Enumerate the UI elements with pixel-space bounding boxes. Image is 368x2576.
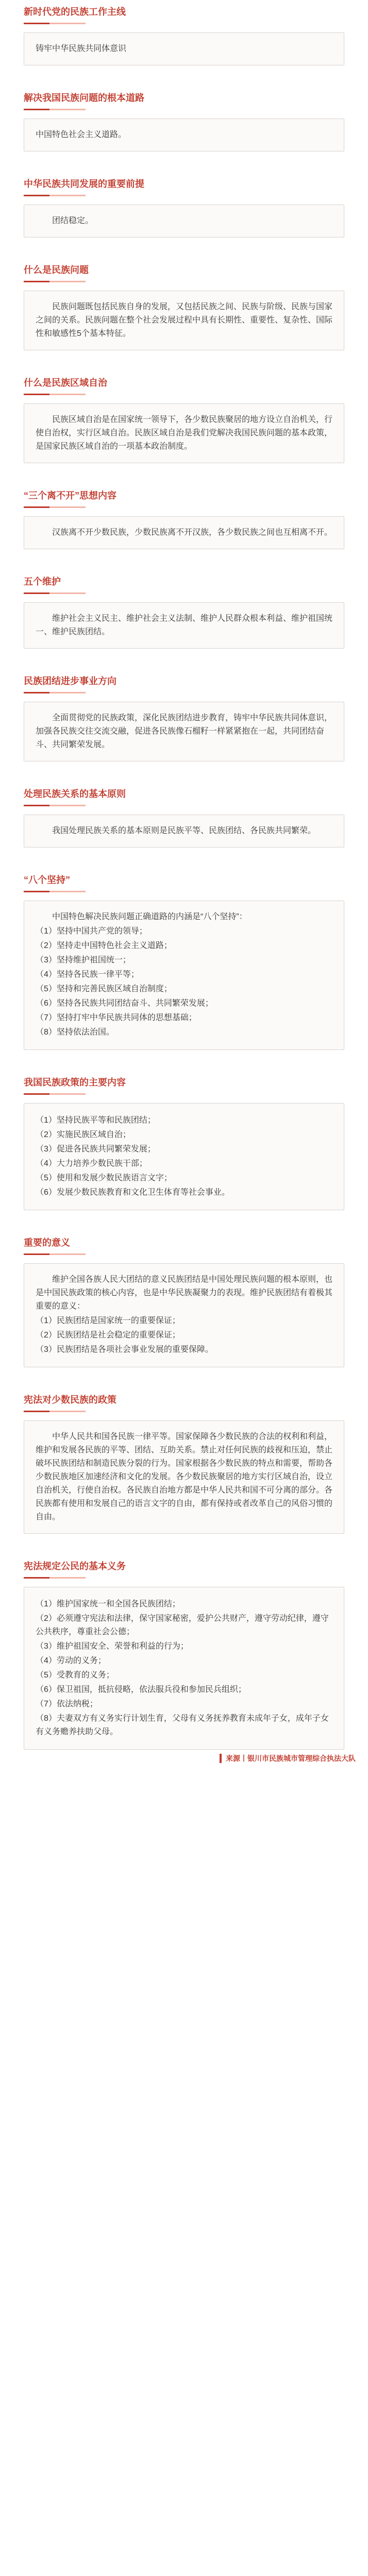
- section-title-row: [24, 570, 344, 594]
- title-underline: [24, 1093, 86, 1095]
- section-title-wrap: [24, 1071, 126, 1095]
- section: [0, 86, 368, 151]
- section-title-wrap: [24, 371, 107, 395]
- list-item: （1）坚持民族平等和民族团结；: [36, 1116, 156, 1125]
- list-item: （2）实施民族区域自治；: [36, 1130, 131, 1139]
- section-spacer: [0, 151, 368, 172]
- title-underline: [24, 891, 86, 892]
- section-spacer: [0, 238, 368, 258]
- section: [0, 669, 368, 761]
- paragraph: 维护社会主义民主、维护社会主义法制、维护人民群众根本利益、维护祖国统一、维护民族团结。: [36, 614, 333, 636]
- section: [0, 1388, 368, 1534]
- section-title-wrap: [24, 1388, 116, 1412]
- section-title-row: [24, 1554, 344, 1579]
- footer-source-text: 来源丨银川市民族城市管理综合执法大队: [226, 1754, 356, 1762]
- section-title: “三个离不开”思想内容: [24, 490, 116, 501]
- section-title-wrap: [24, 258, 89, 282]
- paragraph: 维护全国各族人民大团结的意义民族团结是中国处理民族问题的根本原则，也是中国民族政策的核心内容，也是中华民族凝聚力的表现。维护民族团结有着极其重要的意义：: [36, 1275, 333, 1311]
- title-underline: [24, 805, 86, 806]
- title-underline: [24, 1253, 86, 1255]
- list: [36, 925, 332, 1039]
- list-item: （2）必须遵守宪法和法律，保守国家秘密，爱护公共财产，遵守劳动纪律，遵守公共秩序，尊重社会公德；: [36, 1614, 329, 1636]
- section-title-wrap: [24, 1231, 86, 1255]
- section-title-row: [24, 258, 344, 282]
- section-body-box: [24, 1103, 344, 1210]
- section-title: 宪法规定公民的基本义务: [24, 1561, 126, 1571]
- paragraph: 中华人民共和国各民族一律平等。国家保障各少数民族的合法的权利和利益，维护和发展各民族的平等、团结、互助关系。禁止对任何民族的歧视和压迫，禁止破坏民族团结和制造民族分裂的行为。国家根据各少数民族的特点和需要，帮助各少数民族地区加速经济和文化的发展。各少数民族聚居的地方实行区域自治，设立自治机关，行使自治权。各民族自治地方都是中华人民共和国不可分离的部分。各民族都有使用和发展自己的语言文字的自由，都有保持或者改革自己的风俗习惯的自由。: [36, 1432, 333, 1521]
- section-title-row: [24, 172, 344, 196]
- section-title: 我国民族政策的主要内容: [24, 1077, 126, 1088]
- section-title: 处理民族关系的基本原则: [24, 789, 126, 799]
- section-body-box: [24, 118, 344, 151]
- title-underline: [24, 394, 86, 395]
- list-item: （8）坚持依法治国。: [36, 1028, 114, 1037]
- section-spacer: [0, 549, 368, 570]
- section: [0, 868, 368, 1050]
- section: [0, 1071, 368, 1210]
- section-title: 什么是民族区域自治: [24, 378, 107, 388]
- section-title-row: [24, 669, 344, 693]
- section-title-row: [24, 484, 344, 508]
- section-body-box: [24, 815, 344, 848]
- paragraph: 我国处理民族关系的基本原则是民族平等、民族团结、各民族共同繁荣。: [52, 826, 316, 835]
- section-title: 新时代党的民族工作主线: [24, 7, 126, 17]
- list-item: （7）坚持打牢中华民族共同体的思想基础；: [36, 1013, 197, 1022]
- list-item: （1）民族团结是国家统一的重要保证；: [36, 1316, 180, 1325]
- section-spacer: [0, 1050, 368, 1071]
- list-item: （2）坚持走中国特色社会主义道路；: [36, 941, 172, 950]
- section-title-row: [24, 1231, 344, 1255]
- section-body-box: [24, 901, 344, 1050]
- section-title-wrap: [24, 782, 126, 806]
- section-body-box: [24, 1263, 344, 1367]
- title-underline: [24, 1411, 86, 1412]
- section-title-wrap: [24, 172, 144, 196]
- section-spacer: [0, 1534, 368, 1554]
- section-title-wrap: [24, 484, 116, 508]
- list-item: （4）劳动的义务；: [36, 1656, 106, 1665]
- section-title-row: [24, 86, 344, 110]
- section-title-wrap: [24, 86, 144, 110]
- section-title-wrap: [24, 1554, 126, 1579]
- list: [36, 1314, 332, 1357]
- section-title-wrap: [24, 0, 126, 24]
- footer-accent-bar: [220, 1754, 222, 1763]
- section-title-row: [24, 1388, 344, 1412]
- title-underline: [24, 195, 86, 196]
- paragraph: 汉族离不开少数民族，少数民族离不开汉族，各少数民族之间也互相离不开。: [52, 528, 333, 537]
- section-title: 五个维护: [24, 577, 61, 587]
- section-body-box: [24, 702, 344, 761]
- list-item: （5）受教育的义务；: [36, 1671, 114, 1680]
- section: [0, 782, 368, 848]
- list-item: （5）坚持和完善民族区域自治制度；: [36, 985, 172, 993]
- paragraph: 民族问题既包括民族自身的发展，又包括民族之间、民族与阶级、民族与国家之间的关系。民族问题在整个社会发展过程中具有长期性、重要性、复杂性、国际性和敏感性5个基本特征。: [36, 302, 333, 338]
- paragraph: 中国特色社会主义道路。: [36, 130, 127, 139]
- section-title: 什么是民族问题: [24, 265, 89, 275]
- section-title-row: [24, 868, 344, 892]
- section-body-box: [24, 516, 344, 549]
- list: [36, 1114, 332, 1199]
- section-title-row: [24, 782, 344, 806]
- section: [0, 1554, 368, 1750]
- section-spacer: [0, 848, 368, 868]
- section-body-box: [24, 1587, 344, 1750]
- section: [0, 172, 368, 238]
- list: [36, 1598, 332, 1739]
- list-item: （4）大力培养少数民族干部；: [36, 1159, 147, 1168]
- section-spacer: [0, 65, 368, 86]
- section-spacer: [0, 761, 368, 782]
- section-title: 重要的意义: [24, 1238, 70, 1248]
- list-item: （6）保卫祖国，抵抗侵略，依法服兵役和参加民兵组织；: [36, 1685, 246, 1694]
- section: [0, 1231, 368, 1367]
- title-underline: [24, 23, 86, 24]
- section: [0, 371, 368, 463]
- list-item: （8）夫妻双方有义务实行计划生育，父母有义务抚养教育未成年子女，成年子女有义务赡养扶助父母。: [36, 1714, 329, 1736]
- paragraph: 铸牢中华民族共同体意识: [36, 44, 127, 53]
- section-title: 宪法对少数民族的政策: [24, 1395, 116, 1405]
- list-item: （3）维护祖国安全、荣誉和利益的行为；: [36, 1642, 189, 1651]
- list-item: （1）坚持中国共产党的领导；: [36, 927, 147, 936]
- section: [0, 258, 368, 350]
- section-title-row: [24, 1071, 344, 1095]
- section-title-wrap: [24, 669, 116, 693]
- paragraph: 中国特色解决民族问题正确道路的内涵是“八个坚持”：: [52, 912, 247, 921]
- list-item: （6）坚持各民族共同团结奋斗、共同繁荣发展；: [36, 999, 213, 1008]
- list-item: （7）依法纳税；: [36, 1700, 98, 1708]
- list-item: （4）坚持各民族一律平等；: [36, 970, 139, 979]
- section-body-box: [24, 291, 344, 350]
- section-title: 解决我国民族问题的根本道路: [24, 93, 144, 103]
- section-spacer: [0, 1210, 368, 1231]
- section: [0, 484, 368, 549]
- list-item: （6）发展少数民族教育和文化卫生体育等社会事业。: [36, 1188, 230, 1197]
- section-body-box: [24, 403, 344, 463]
- section-spacer: [0, 350, 368, 371]
- section-title-wrap: [24, 570, 86, 594]
- section-title: 民族团结进步事业方向: [24, 676, 116, 686]
- section-title-wrap: [24, 868, 86, 892]
- section-body-box: [24, 1420, 344, 1534]
- section-title: 中华民族共同发展的重要前提: [24, 179, 144, 189]
- section: [0, 570, 368, 649]
- section-body-box: [24, 602, 344, 649]
- section-body-box: [24, 205, 344, 238]
- list-item: （5）使用和发展少数民族语言文字；: [36, 1174, 172, 1182]
- title-underline: [24, 1577, 86, 1579]
- title-underline: [24, 692, 86, 693]
- section-body-box: [24, 32, 344, 65]
- footer: [0, 1747, 368, 1770]
- section-spacer: [0, 463, 368, 484]
- title-underline: [24, 506, 86, 508]
- title-underline: [24, 281, 86, 282]
- paragraph: 民族区域自治是在国家统一领导下，各少数民族聚居的地方设立自治机关，行使自治权，实行区域自治。民族区域自治是我们党解决我国民族问题的基本政策，是国家民族区域自治的一项基本政治制度。: [36, 415, 333, 451]
- section-title-row: [24, 371, 344, 395]
- list-item: （3）坚持维护祖国统一；: [36, 956, 131, 964]
- section-spacer: [0, 1367, 368, 1388]
- paragraph: 全面贯彻党的民族政策，深化民族团结进步教育，铸牢中华民族共同体意识，加强各民族交往交流交融，促进各民族像石榴籽一样紧紧抱在一起，共同团结奋斗、共同繁荣发展。: [36, 714, 333, 749]
- title-underline: [24, 592, 86, 594]
- title-underline: [24, 109, 86, 110]
- section-title-row: [24, 0, 344, 24]
- list-item: （3）促进各民族共同繁荣发展；: [36, 1145, 156, 1154]
- list-item: （2）民族团结是社会稳定的重要保证；: [36, 1331, 180, 1340]
- section-title: “八个坚持”: [24, 875, 70, 885]
- section: [0, 0, 368, 65]
- list-item: （3）民族团结是各项社会事业发展的重要保障。: [36, 1345, 213, 1354]
- section-spacer: [0, 649, 368, 669]
- paragraph: 团结稳定。: [52, 216, 94, 225]
- list-item: （1）维护国家统一和全国各民族团结；: [36, 1600, 180, 1608]
